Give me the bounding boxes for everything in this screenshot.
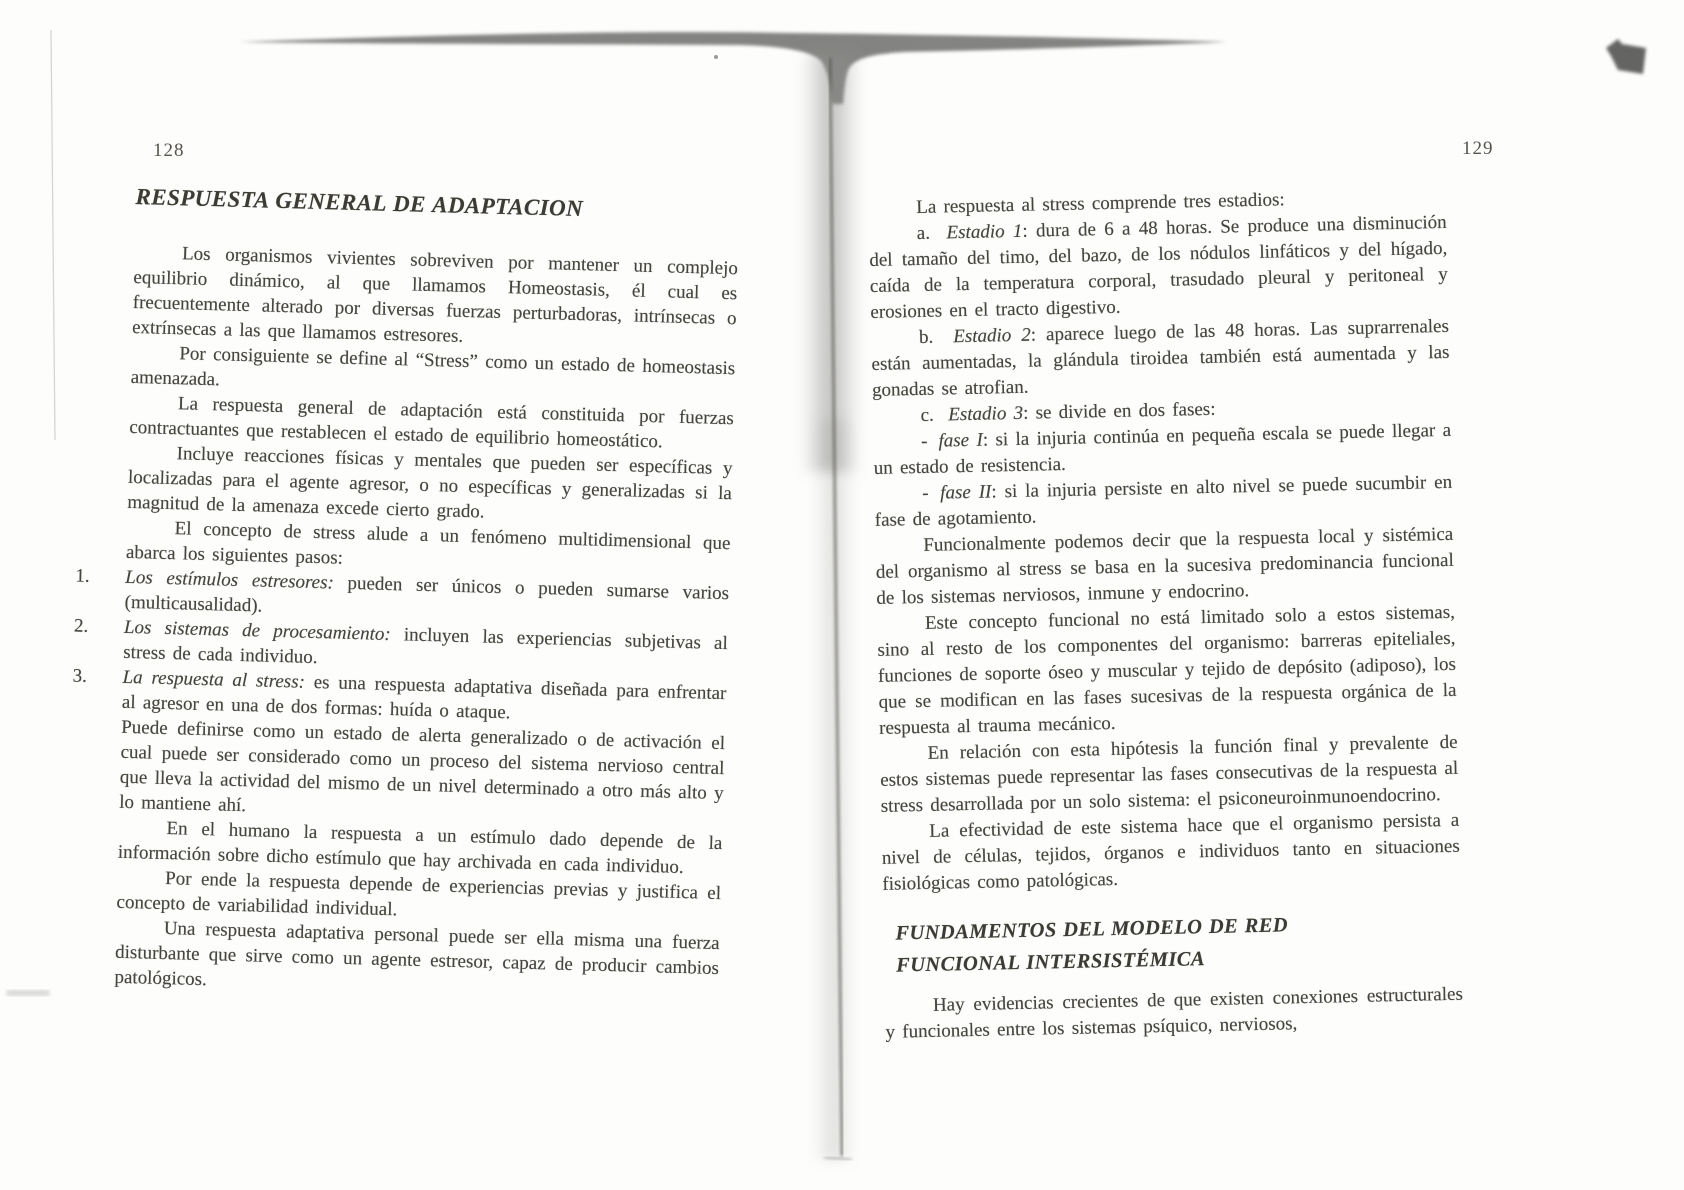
list-item-lead: Los estímulos estresores: xyxy=(125,566,335,594)
page-number-right: 129 xyxy=(1462,138,1494,159)
list-item-text: incluyen las experiencias subjetivas al stress de cada individuo. xyxy=(123,624,729,669)
gutter-bloom-bottom xyxy=(812,420,856,1160)
paragraph: Por ende la respuesta depende de experiencias previas y justifica el concepto de variabilidad individual. xyxy=(116,868,722,921)
stage-letter: a. xyxy=(916,222,931,244)
list-item-number: 3. xyxy=(72,665,88,687)
paragraph: El concepto de stress alude a un fenómeno multidimensional que abarca los siguientes pasos: xyxy=(125,518,731,569)
paragraph: Hay evidencias crecientes de que existen conexiones estructurales y funcionales entre los sistemas psíquico, nerviosos, xyxy=(885,983,1464,1043)
scan-speck xyxy=(714,55,718,59)
stage-text: : se divide en dos fases: xyxy=(1022,398,1216,424)
section-heading-left: RESPUESTA GENERAL DE ADAPTACION xyxy=(135,183,584,222)
section-heading-line2: FUNCIONAL INTERSISTÉMICA xyxy=(895,948,1206,977)
stage-lead: Estadio 2 xyxy=(953,324,1031,348)
phase-text: : si la injuria persiste en alto nivel se puede sucumbir en fase de agotamiento. xyxy=(874,471,1453,531)
paragraph: La respuesta al stress comprende tres estadios: xyxy=(916,189,1285,218)
list-item-number: 2. xyxy=(73,615,89,637)
stage-letter: c. xyxy=(920,404,935,426)
page-number-left: 128 xyxy=(153,140,185,161)
section-heading-line1: FUNDAMENTOS DEL MODELO DE RED xyxy=(895,914,1289,945)
stage-item xyxy=(871,314,1451,404)
paragraph: Una respuesta adaptativa personal puede ser ella misma una fuerza disturbante que sirve como un agente estresor, capaz de producir cambios patológicos. xyxy=(114,918,720,991)
phase-lead: fase I xyxy=(938,429,984,452)
stage-lead: Estadio 1 xyxy=(946,220,1023,244)
paragraph: Puede definirse como un estado de alerta generalizado o de activación el cual puede ser considerado como un proceso del sistema nervioso central que lleva la actividad del mismo de un nivel determinado a otro más alto y lo mantiene ahí. xyxy=(118,716,726,817)
paragraph: Incluye reacciones físicas y mentales que pueden ser específicas y localizadas para el agente agresor, o no específicas y generalizadas si la magnitud de la amenaza excede cierto grado. xyxy=(127,443,733,523)
paragraph: Funcionalmente podemos decir que la respuesta local y sistémica del organismo al stress se basa en la sucesiva predominancia funcional de los sistemas nerviosos, inmune y endocrino. xyxy=(875,523,1454,609)
list-item-text: es una respuesta adaptativa diseñada para enfrentar al agresor en una de dos formas: huída o ataque. xyxy=(121,671,727,724)
scan-artifact-corner xyxy=(1606,39,1646,74)
list-item-text: pueden ser únicos o pueden sumarse varios (multicausalidad). xyxy=(124,572,730,617)
page-right xyxy=(868,184,1464,1046)
list-item-number: 1. xyxy=(75,565,90,587)
scan-smudge-left xyxy=(6,990,50,996)
stage-letter: b. xyxy=(918,326,934,348)
scan-edge-line-left xyxy=(51,30,55,440)
list-item-lead: La respuesta al stress: xyxy=(122,666,306,693)
stage-text: : dura de 6 a 48 horas. Se produce una disminución del tamaño del timo, del bazo, de los nódulos linfáticos y del hígado, caída de la temperatura corporal, trasudado pleural y peritoneal y erosiones en el tracto digestivo. xyxy=(869,211,1448,323)
stage-text: : aparece luego de las 48 horas. Las suprarrenales están aumentadas, la glándula tiroidea también está aumentada y las gonadas se atrofian. xyxy=(871,315,1450,401)
paragraph: En el humano la respuesta a un estímulo dado depende de la información sobre dicho estímulo que hay archivada en cada individuo. xyxy=(117,818,723,879)
paragraph: Por consiguiente se define al “Stress” como un estado de homeostasis amenazada. xyxy=(130,343,736,391)
phase-text: : si la injuria continúa en pequeña escala se puede llegar a un estado de resistencia. xyxy=(873,419,1452,479)
list-item-lead: Los sistemas de procesamiento: xyxy=(123,616,392,646)
gutter-line xyxy=(830,58,842,1156)
top-edge-shadow xyxy=(238,32,1228,104)
stage-lead: Estadio 3 xyxy=(948,402,1024,426)
stage-item xyxy=(869,210,1449,326)
paragraph: Este concepto funcional no está limitado solo a estos sistemas, sino al resto de los componentes del organismo: barreras epiteliales, funciones de soporte óseo y muscular y tejido de depósito (adiposo), los que se modifican en las fases sucesivas de la respuesta orgánica de la respuesta al trauma mecánico. xyxy=(877,601,1457,739)
phase-lead: fase II xyxy=(939,481,992,504)
paragraph: La respuesta general de adaptación está constituida por fuerzas contractuantes que restablecen el estado de equilibrio homeostático. xyxy=(129,393,735,453)
phase-dash: - xyxy=(922,482,929,504)
gutter-bottom-flare xyxy=(824,1157,852,1160)
paragraph: Los organismos vivientes sobreviven por mantener un complejo equilibrio dinámico, al que llamamos Homeostasis, él cual es frecuentemente alterado por diversas fuerzas perturbadoras, intrínsecas o extrínsecas a las que llamamos estresores. xyxy=(131,243,739,347)
section-heading-right xyxy=(895,906,1462,982)
paragraph: En relación con esta hipótesis la función final y prevalente de estos sistemas puede representar las fases consecutivas de la respuesta al stress desarrollada por un solo sistema: el psiconeuroinmunoendocrino. xyxy=(880,731,1459,817)
phase-dash: - xyxy=(920,430,928,452)
page-left xyxy=(72,183,740,1006)
paragraph: La efectividad de este sistema hace que el organismo persista a nivel de células, tejidos, órganos e individuos tanto en situaciones fisiológicas como patológicas. xyxy=(881,809,1460,895)
gutter-bloom-top xyxy=(800,52,862,472)
